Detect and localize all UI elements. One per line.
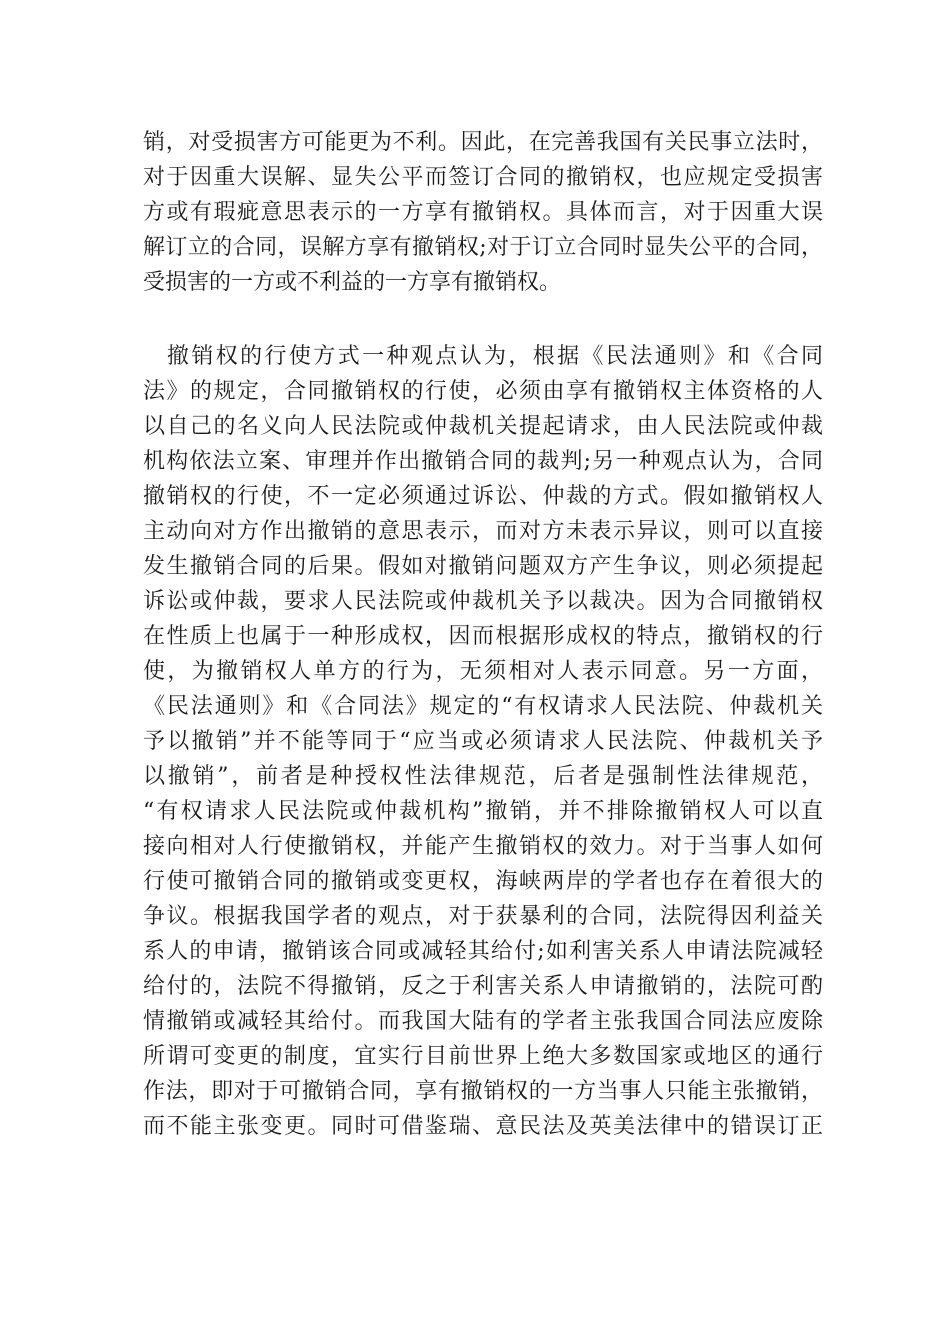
paragraph-2-line-18: 系人的申请，撤销该合同或减轻其给付;如利害关系人申请法院减轻 <box>143 939 823 964</box>
paragraph-2-line-11: 《民法通则》和《合同法》规定的“有权请求人民法院、仲裁机关 <box>143 694 823 719</box>
paragraph-1-line-1: 销，对受损害方可能更为不利。因此，在完善我国有关民事立法时， <box>143 130 823 155</box>
paragraph-2-line-3: 以自己的名义向人民法院或仲裁机关提起请求，由人民法院或仲裁 <box>143 414 823 439</box>
paragraph-2-line-2: 法》的规定，合同撤销权的行使，必须由享有撤销权主体资格的人 <box>143 379 823 404</box>
paragraph-2-line-20: 情撤销或减轻其给付。而我国大陆有的学者主张我国合同法应废除 <box>143 1009 823 1034</box>
paragraph-2-line-12: 予以撤销”并不能等同于“应当或必须请求人民法院、仲裁机关予 <box>143 729 823 754</box>
paragraph-2-line-16: 行使可撤销合同的撤销或变更权，海峡两岸的学者也存在着很大的 <box>143 869 823 894</box>
paragraph-2-line-23: 而不能主张变更。同时可借鉴瑞、意民法及英美法律中的错误订正 <box>143 1114 823 1139</box>
paragraph-2-line-17: 争议。根据我国学者的观点，对于获暴利的合同，法院得因利益关 <box>143 904 823 929</box>
paragraph-1-line-4: 解订立的合同，误解方享有撤销权;对于订立合同时显失公平的合同， <box>143 235 823 260</box>
paragraph-2-line-7: 发生撤销合同的后果。假如对撤销问题双方产生争议，则必须提起 <box>143 554 823 579</box>
paragraph-2-line-10: 使，为撤销权人单方的行为，无须相对人表示同意。另一方面， <box>143 659 823 684</box>
paragraph-1-line-3: 方或有瑕疵意思表示的一方享有撤销权。具体而言，对于因重大误 <box>143 200 823 225</box>
paragraph-2-line-14: “有权请求人民法院或仲裁机构”撤销，并不排除撤销权人可以直 <box>143 799 823 824</box>
paragraph-2-line-6: 主动向对方作出撤销的意思表示，而对方未表示异议，则可以直接 <box>143 519 823 544</box>
paragraph-2-line-1: 撤销权的行使方式一种观点认为，根据《民法通则》和《合同 <box>167 344 823 369</box>
paragraph-2-line-15: 接向相对人行使撤销权，并能产生撤销权的效力。对于当事人如何 <box>143 834 823 859</box>
paragraph-2-line-5: 撤销权的行使，不一定必须通过诉讼、仲裁的方式。假如撤销权人 <box>143 484 823 509</box>
paragraph-2-line-13: 以撤销”，前者是种授权性法律规范，后者是强制性法律规范， <box>143 764 823 789</box>
paragraph-1-line-5: 受损害的一方或不利益的一方享有撤销权。 <box>143 270 562 295</box>
paragraph-2-line-21: 所谓可变更的制度，宜实行目前世界上绝大多数国家或地区的通行 <box>143 1044 823 1069</box>
paragraph-2-line-8: 诉讼或仲裁，要求人民法院或仲裁机关予以裁决。因为合同撤销权 <box>143 589 823 614</box>
paragraph-2-line-4: 机构依法立案、审理并作出撤销合同的裁判;另一种观点认为，合同 <box>143 449 823 474</box>
paragraph-1-line-2: 对于因重大误解、显失公平而签订合同的撤销权，也应规定受损害 <box>143 165 823 190</box>
paragraph-2-line-22: 作法，即对于可撤销合同，享有撤销权的一方当事人只能主张撤销， <box>143 1079 823 1104</box>
paragraph-2-line-19: 给付的，法院不得撤销，反之于利害关系人申请撤销的，法院可酌 <box>143 974 823 999</box>
paragraph-2-line-9: 在性质上也属于一种形成权，因而根据形成权的特点，撤销权的行 <box>143 624 823 649</box>
